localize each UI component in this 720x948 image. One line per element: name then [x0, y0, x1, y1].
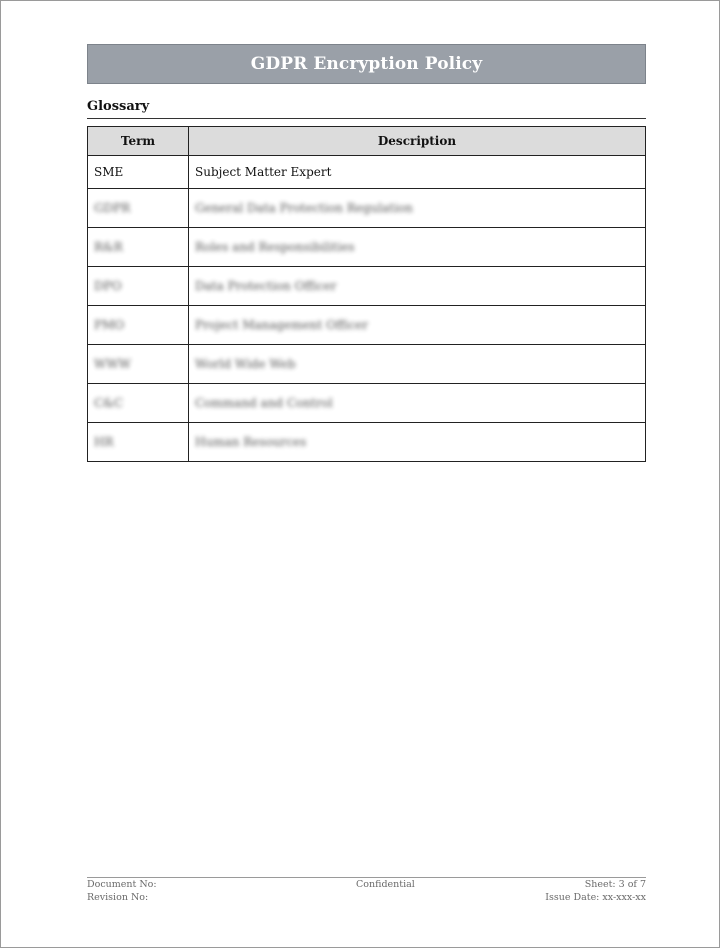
- term-cell: SME: [88, 156, 189, 189]
- term-cell: HR: [94, 435, 114, 449]
- footer-sheet-number: Sheet: 3 of 7: [584, 879, 646, 890]
- term-cell: WWW: [94, 357, 132, 371]
- table-header-row: [88, 127, 646, 156]
- term-cell: C&C: [94, 396, 124, 410]
- description-cell: Command and Control: [195, 396, 333, 410]
- title-banner: [87, 44, 646, 84]
- description-cell: Subject Matter Expert: [189, 156, 646, 189]
- glossary-table: [87, 126, 646, 462]
- footer-classification: Confidential: [356, 879, 415, 890]
- description-cell: Human Resources: [195, 435, 307, 449]
- description-cell: Data Protection Officer: [195, 279, 337, 293]
- description-cell: Roles and Responsibilities: [195, 240, 355, 254]
- glossary-heading: Glossary: [87, 99, 150, 114]
- table-row: [88, 156, 646, 189]
- description-cell: Project Management Officer: [195, 318, 368, 332]
- term-column-header: Term: [88, 127, 189, 156]
- term-cell: GDPR: [94, 201, 131, 215]
- term-cell: PMO: [94, 318, 125, 332]
- footer-issue-date: Issue Date: xx-xxx-xx: [545, 892, 646, 903]
- description-cell: World Wide Web: [195, 357, 296, 371]
- table-row: [88, 189, 646, 228]
- description-cell: General Data Protection Regulation: [195, 201, 413, 215]
- term-cell: DPO: [94, 279, 122, 293]
- footer-revision-no: Revision No:: [87, 892, 149, 903]
- table-row: [88, 423, 646, 462]
- table-row: [88, 306, 646, 345]
- table-row: [88, 345, 646, 384]
- term-cell: R&R: [94, 240, 123, 254]
- description-column-header: Description: [189, 127, 646, 156]
- footer-document-no: Document No:: [87, 879, 157, 890]
- document-title: GDPR Encryption Policy: [250, 54, 483, 74]
- heading-divider: [87, 118, 646, 119]
- table-row: [88, 228, 646, 267]
- table-row: [88, 384, 646, 423]
- table-row: [88, 267, 646, 306]
- footer-divider: [87, 877, 646, 878]
